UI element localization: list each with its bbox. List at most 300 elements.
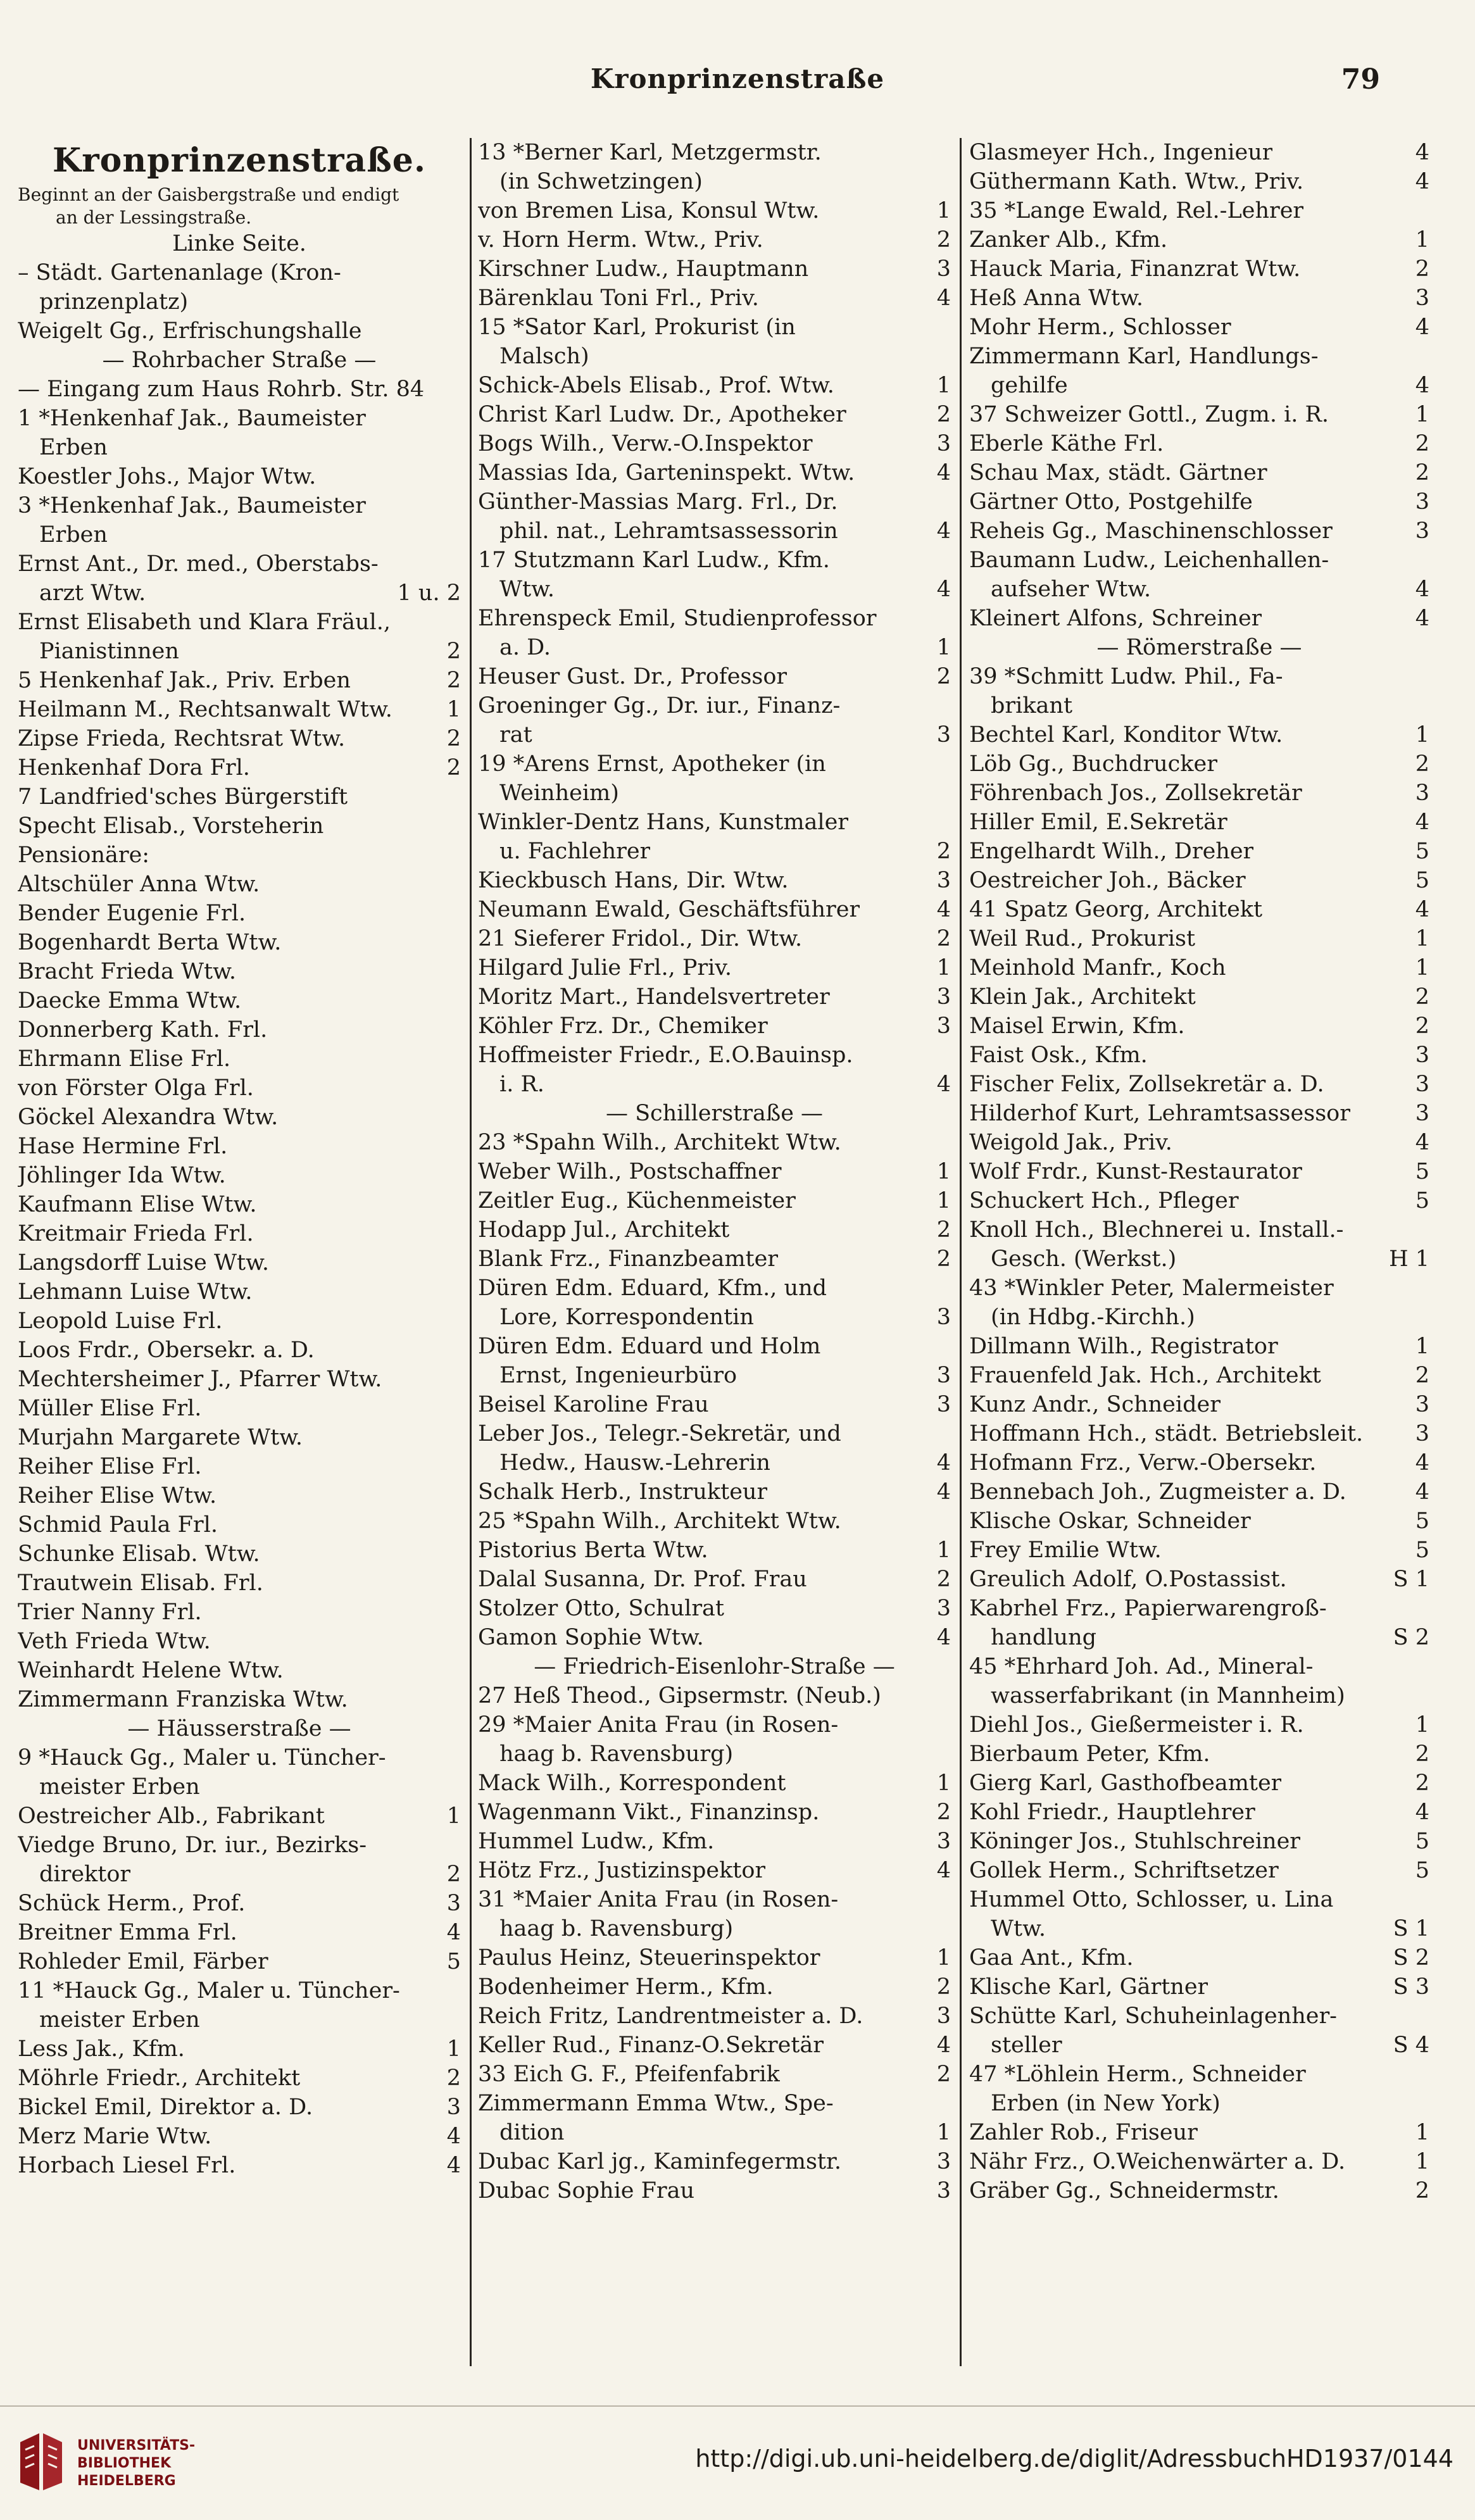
floor-number: 5 — [1415, 868, 1429, 893]
entry-text: Nähr Frz., O.Weichenwärter a. D. — [969, 2149, 1346, 2174]
entry-text: Hummel Otto, Schlosser, u. Lina — [969, 1887, 1334, 1912]
directory-entry — [969, 1274, 1429, 1303]
floor-number: 2 — [936, 227, 951, 253]
directory-entry — [969, 342, 1429, 371]
directory-entry — [18, 1161, 461, 1190]
directory-entry — [969, 2118, 1429, 2147]
directory-entry — [969, 749, 1429, 779]
directory-entry — [478, 1332, 951, 1361]
directory-entry — [969, 1157, 1429, 1186]
entry-text: Koestler Johs., Major Wtw. — [18, 464, 317, 489]
entry-text: Paulus Heinz, Steuerinspektor — [478, 1945, 820, 1971]
entry-text: 5 Henkenhaf Jak., Priv. Erben — [18, 668, 351, 693]
entry-text: aufseher Wtw. — [991, 577, 1152, 602]
entry-text: Keller Rud., Finanz-O.Sekretär — [478, 2033, 824, 2058]
entry-text: Knoll Hch., Blechnerei u. Install.- — [969, 1217, 1344, 1243]
directory-entry — [969, 167, 1429, 196]
entry-text: 3 *Henkenhaf Jak., Baumeister — [18, 493, 366, 518]
floor-number: 5 — [1415, 1858, 1429, 1883]
floor-number: 4 — [1415, 606, 1429, 631]
entry-text: Pensionäre: — [18, 843, 150, 868]
footer-rule — [0, 2405, 1475, 2407]
entry-text: Bechtel Karl, Konditor Wtw. — [969, 722, 1283, 748]
floor-number: 4 — [936, 1479, 951, 1505]
directory-entry — [969, 953, 1429, 982]
entry-text: Maisel Erwin, Kfm. — [969, 1013, 1185, 1039]
entry-text: Zimmermann Franziska Wtw. — [18, 1687, 348, 1712]
directory-entry — [969, 924, 1429, 953]
directory-entry — [478, 342, 951, 371]
directory-entry — [18, 520, 461, 549]
entry-text: Altschüler Anna Wtw. — [18, 872, 260, 897]
entry-text: — Römerstraße — — [1096, 635, 1302, 660]
directory-entry — [969, 1827, 1429, 1856]
floor-number: 2 — [1415, 751, 1429, 777]
entry-text: Ernst Elisabeth und Klara Fräul., — [18, 610, 391, 635]
entry-text: Beisel Karoline Frau — [478, 1392, 709, 1417]
directory-entry — [18, 2034, 461, 2064]
directory-entry — [18, 1860, 461, 1889]
entry-text: Hofmann Frz., Verw.-Obersekr. — [969, 1450, 1317, 1476]
directory-entry — [969, 1856, 1429, 1885]
directory-entry — [18, 986, 461, 1015]
floor-number: 1 — [1415, 402, 1429, 427]
directory-entry — [969, 1390, 1429, 1419]
directory-entry — [969, 575, 1429, 604]
entry-text: 39 *Schmitt Ludw. Phil., Fa- — [969, 664, 1283, 689]
floor-number: 2 — [936, 402, 951, 427]
page-header — [0, 63, 1475, 108]
floor-number: 1 — [936, 1188, 951, 1213]
directory-entry — [969, 662, 1429, 691]
logo-line-1: UNIVERSITÄTS- — [77, 2438, 196, 2454]
floor-number: 2 — [1415, 460, 1429, 486]
directory-entry — [478, 1798, 951, 1827]
directory-entry — [18, 2064, 461, 2093]
entry-text: Zahler Rob., Friseur — [969, 2120, 1198, 2145]
directory-entry — [478, 633, 951, 662]
floor-number: 1 — [446, 697, 461, 722]
directory-entry — [18, 724, 461, 753]
library-logo[interactable] — [14, 2429, 204, 2499]
floor-number: 3 — [936, 1013, 951, 1039]
directory-entry — [18, 1539, 461, 1569]
directory-entry — [969, 1623, 1429, 1652]
entry-text: Zimmermann Emma Wtw., Spe- — [478, 2091, 834, 2116]
directory-entry — [18, 287, 461, 317]
floor-number: 4 — [936, 1072, 951, 1097]
entry-text: Massias Ida, Garteninspekt. Wtw. — [478, 460, 855, 486]
directory-entry — [969, 1041, 1429, 1070]
directory-entry — [478, 720, 951, 749]
directory-entry — [969, 1536, 1429, 1565]
entry-text: Köninger Jos., Stuhlschreiner — [969, 1829, 1301, 1854]
entry-text: Lehmann Luise Wtw. — [18, 1279, 253, 1305]
source-url-link[interactable]: http://digi.ub.uni-heidelberg.de/diglit/AdressbuchHD1937/0144 — [695, 2445, 1453, 2473]
entry-text: 1 *Henkenhaf Jak., Baumeister — [18, 406, 366, 431]
floor-number: 3 — [446, 1891, 461, 1916]
floor-number: 4 — [936, 1450, 951, 1476]
entry-text: Linke Seite. — [172, 231, 306, 256]
directory-entry — [478, 953, 951, 982]
directory-entry — [478, 313, 951, 342]
floor-number: 2 — [1415, 1013, 1429, 1039]
entry-text: Kronprinzenstraße. — [53, 141, 426, 180]
entry-text: Horbach Liesel Frl. — [18, 2153, 236, 2178]
directory-entry — [969, 1565, 1429, 1594]
floor-number: 1 — [936, 2120, 951, 2145]
floor-number: 5 — [446, 1949, 461, 1974]
directory-entry — [478, 895, 951, 924]
directory-entry — [18, 491, 461, 520]
entry-text: an der Lessingstraße. — [56, 207, 252, 228]
directory-entry — [18, 1743, 461, 1772]
directory-entry — [18, 666, 461, 695]
directory-entry — [18, 782, 461, 812]
entry-text: Heß Anna Wtw. — [969, 285, 1144, 311]
directory-entry — [18, 899, 461, 928]
entry-text: 31 *Maier Anita Frau (in Rosen- — [478, 1887, 839, 1912]
entry-text: meister Erben — [39, 2007, 200, 2033]
directory-entry — [969, 487, 1429, 517]
entry-text: rat — [499, 722, 532, 748]
entry-text: Malsch) — [499, 344, 589, 369]
directory-entry — [18, 1277, 461, 1307]
directory-entry — [969, 429, 1429, 458]
entry-text: 27 Heß Theod., Gipsermstr. (Neub.) — [478, 1683, 881, 1708]
directory-entry — [969, 1972, 1429, 2002]
directory-entry — [969, 720, 1429, 749]
entry-text: Bogs Wilh., Verw.-O.Inspektor — [478, 431, 813, 456]
entry-text: Mohr Herm., Schlosser — [969, 315, 1231, 340]
entry-text: Engelhardt Wilh., Dreher — [969, 839, 1254, 864]
column-left — [18, 138, 461, 2366]
directory-entry — [478, 2118, 951, 2147]
floor-number: 1 — [936, 1771, 951, 1796]
floor-number: 1 — [936, 1159, 951, 1184]
entry-text: 45 *Ehrhard Joh. Ad., Mineral- — [969, 1654, 1314, 1679]
entry-text: 9 *Hauck Gg., Maler u. Tüncher- — [18, 1745, 386, 1771]
entry-text: Greulich Adolf, O.Postassist. — [969, 1567, 1287, 1592]
entry-text: prinzenplatz) — [39, 289, 189, 315]
directory-entry — [478, 982, 951, 1012]
directory-entry — [478, 1972, 951, 2002]
entry-text: gehilfe — [991, 373, 1068, 398]
directory-entry — [969, 1740, 1429, 1769]
entry-text: Mack Wilh., Korrespondent — [478, 1771, 786, 1796]
directory-entry — [478, 1681, 951, 1710]
directory-entry — [969, 2060, 1429, 2089]
directory-entry — [18, 1772, 461, 1802]
floor-number: 2 — [1415, 431, 1429, 456]
directory-entry — [969, 1070, 1429, 1099]
entry-text: Less Jak., Kfm. — [18, 2036, 185, 2062]
floor-number: S 2 — [1393, 1945, 1429, 1971]
floor-number: 1 — [1415, 1334, 1429, 1359]
floor-number: 4 — [446, 2153, 461, 2178]
entry-text: Erben — [39, 435, 108, 460]
entry-text: 23 *Spahn Wilh., Architekt Wtw. — [478, 1130, 841, 1155]
directory-entry — [478, 487, 951, 517]
floor-number: 1 — [1415, 1712, 1429, 1738]
entry-text: Güthermann Kath. Wtw., Priv. — [969, 169, 1304, 194]
directory-entry — [478, 2147, 951, 2176]
logo-line-2: BIBLIOTHEK — [77, 2455, 172, 2471]
floor-number: 2 — [936, 926, 951, 951]
directory-entry — [478, 1070, 951, 1099]
directory-entry — [969, 1594, 1429, 1623]
directory-entry — [969, 1244, 1429, 1274]
directory-entry — [969, 196, 1429, 225]
directory-entry — [18, 637, 461, 666]
directory-entry — [18, 1307, 461, 1336]
directory-entry — [478, 2176, 951, 2205]
directory-entry — [18, 2122, 461, 2151]
floor-number: 2 — [446, 755, 461, 780]
entry-text: Hilgard Julie Frl., Priv. — [478, 955, 732, 981]
directory-entry — [18, 1831, 461, 1860]
entry-text: Gesch. (Werkst.) — [991, 1246, 1177, 1272]
directory-entry — [18, 1685, 461, 1714]
floor-number: 3 — [1415, 285, 1429, 311]
directory-entry — [478, 458, 951, 487]
floor-number: H 1 — [1389, 1246, 1429, 1272]
entry-text: 37 Schweizer Gottl., Zugm. i. R. — [969, 402, 1329, 427]
directory-entry — [18, 1015, 461, 1044]
entry-text: Specht Elisab., Vorsteherin — [18, 813, 324, 839]
floor-number: 1 — [936, 198, 951, 223]
directory-entry — [478, 429, 951, 458]
entry-text: Gärtner Otto, Postgehilfe — [969, 489, 1253, 515]
entry-text: von Bremen Lisa, Konsul Wtw. — [478, 198, 820, 223]
directory-entry — [478, 2002, 951, 2031]
floor-number: 2 — [936, 2062, 951, 2087]
entry-text: Kreitmair Frieda Frl. — [18, 1221, 254, 1246]
entry-text: Weigold Jak., Priv. — [969, 1130, 1172, 1155]
floor-number: 3 — [446, 2095, 461, 2120]
entry-text: 21 Sieferer Fridol., Dir. Wtw. — [478, 926, 803, 951]
directory-entry — [18, 1423, 461, 1452]
entry-text: Zimmermann Karl, Handlungs- — [969, 344, 1319, 369]
entry-text: 47 *Löhlein Herm., Schneider — [969, 2062, 1306, 2087]
entry-text: Frauenfeld Jak. Hch., Architekt — [969, 1363, 1321, 1388]
directory-entry — [18, 1976, 461, 2005]
page-number: 79 — [1341, 63, 1380, 96]
floor-number: 4 — [1415, 140, 1429, 165]
directory-entry — [478, 167, 951, 196]
directory-entry — [478, 924, 951, 953]
directory-entry — [478, 1390, 951, 1419]
floor-number: 4 — [1415, 1479, 1429, 1505]
directory-entry — [18, 608, 461, 637]
floor-number: S 3 — [1393, 1974, 1429, 2000]
entry-text: Daecke Emma Wtw. — [18, 988, 242, 1013]
entry-text: Hummel Ludw., Kfm. — [478, 1829, 715, 1854]
directory-entry — [18, 1132, 461, 1161]
directory-entry — [478, 2031, 951, 2060]
entry-text: Viedge Bruno, Dr. iur., Bezirks- — [18, 1833, 367, 1858]
floor-number: 3 — [1415, 780, 1429, 806]
floor-number: 2 — [936, 839, 951, 864]
entry-text: Merz Marie Wtw. — [18, 2124, 212, 2149]
directory-entry — [18, 1510, 461, 1539]
entry-text: Winkler-Dentz Hans, Kunstmaler — [478, 810, 849, 835]
entry-text: Hase Hermine Frl. — [18, 1134, 228, 1159]
directory-entry — [18, 1190, 461, 1219]
entry-text: steller — [991, 2033, 1062, 2058]
floor-number: 4 — [446, 2124, 461, 2149]
floor-number: 1 — [936, 1945, 951, 1971]
entry-text: Föhrenbach Jos., Zollsekretär — [969, 780, 1302, 806]
directory-entry — [969, 2089, 1429, 2118]
directory-entry — [478, 1507, 951, 1536]
entry-text: Hilderhof Kurt, Lehramtsassessor — [969, 1101, 1350, 1126]
directory-entry — [478, 1448, 951, 1477]
entry-text: — Schillerstraße — — [605, 1101, 824, 1126]
directory-entry — [969, 1477, 1429, 1507]
entry-text: 7 Landfried'sches Bürgerstift — [18, 784, 348, 810]
floor-number: 2 — [446, 726, 461, 751]
directory-entry — [969, 1652, 1429, 1681]
entry-text: Jöhlinger Ida Wtw. — [18, 1163, 226, 1188]
floor-number: 3 — [936, 1305, 951, 1330]
directory-entry — [478, 400, 951, 429]
entry-text: Wtw. — [499, 577, 555, 602]
entry-text: Erben (in New York) — [991, 2091, 1221, 2116]
floor-number: 1 — [1415, 2149, 1429, 2174]
directory-entry — [18, 841, 461, 870]
entry-text: brikant — [991, 693, 1073, 718]
directory-entry — [478, 1594, 951, 1623]
entry-text: Frey Emilie Wtw. — [969, 1538, 1162, 1563]
entry-text: — Eingang zum Haus Rohrb. Str. 84 — [18, 377, 425, 402]
directory-entry — [969, 866, 1429, 895]
entry-text: — Friedrich-Eisenlohr-Straße — — [534, 1654, 895, 1679]
directory-entry — [18, 1802, 461, 1831]
entry-text: Kabrhel Frz., Papierwarengroß- — [969, 1596, 1327, 1621]
entry-text: 35 *Lange Ewald, Rel.-Lehrer — [969, 198, 1304, 223]
entry-text: haag b. Ravensburg) — [499, 1916, 734, 1941]
entry-text: Schütte Karl, Schuheinlagenher- — [969, 2003, 1338, 2029]
directory-entry — [18, 317, 461, 346]
directory-entry — [969, 982, 1429, 1012]
entry-text: Kaufmann Elise Wtw. — [18, 1192, 257, 1217]
entry-text: Müller Elise Frl. — [18, 1396, 202, 1421]
floor-number: 1 — [446, 2036, 461, 2062]
section-divider — [18, 1714, 461, 1743]
entry-text: Bogenhardt Berta Wtw. — [18, 930, 282, 955]
entry-text: Fischer Felix, Zollsekretär a. D. — [969, 1072, 1324, 1097]
directory-entry — [18, 549, 461, 579]
floor-number: 1 — [1415, 2120, 1429, 2145]
section-divider — [478, 1652, 951, 1681]
entry-text: Bracht Frieda Wtw. — [18, 959, 236, 984]
floor-number: 1 — [936, 373, 951, 398]
directory-entry — [18, 1044, 461, 1074]
entry-text: Hodapp Jul., Architekt — [478, 1217, 730, 1243]
entry-text: Kohl Friedr., Hauptlehrer — [969, 1800, 1255, 1825]
entry-text: Leber Jos., Telegr.-Sekretär, und — [478, 1421, 841, 1446]
entry-text: wasserfabrikant (in Mannheim) — [991, 1683, 1345, 1708]
directory-entry — [18, 579, 461, 608]
directory-entry — [478, 866, 951, 895]
directory-entry — [478, 1361, 951, 1390]
floor-number: 2 — [1415, 1771, 1429, 1796]
entry-text: Murjahn Margarete Wtw. — [18, 1425, 303, 1450]
floor-number: 1 — [446, 1803, 461, 1829]
entry-text: i. R. — [499, 1072, 544, 1097]
directory-entry — [478, 1215, 951, 1244]
entry-text: Lore, Korrespondentin — [499, 1305, 754, 1330]
directory-entry — [478, 808, 951, 837]
directory-entry — [478, 691, 951, 720]
directory-entry — [18, 1394, 461, 1423]
directory-entry — [969, 2147, 1429, 2176]
entry-text: Ernst, Ingenieurbüro — [499, 1363, 738, 1388]
directory-entry — [478, 837, 951, 866]
directory-entry — [478, 1477, 951, 1507]
floor-number: 3 — [936, 2178, 951, 2203]
floor-number: 3 — [936, 1363, 951, 1388]
directory-entry — [18, 2151, 461, 2180]
floor-number: 3 — [936, 2003, 951, 2029]
floor-number: 4 — [446, 1920, 461, 1945]
entry-text: Schick-Abels Elisab., Prof. Wtw. — [478, 373, 834, 398]
directory-entry — [18, 1947, 461, 1976]
entry-text: Mechtersheimer J., Pfarrer Wtw. — [18, 1367, 382, 1392]
directory-entry — [969, 1448, 1429, 1477]
entry-text: (in Schwetzingen) — [499, 169, 703, 194]
entry-text: arzt Wtw. — [39, 580, 146, 606]
entry-text: — Häusserstraße — — [127, 1716, 351, 1741]
floor-number: S 1 — [1393, 1916, 1429, 1941]
entry-text: Zanker Alb., Kfm. — [969, 227, 1168, 253]
entry-text: Köhler Frz. Dr., Chemiker — [478, 1013, 768, 1039]
floor-number: 4 — [936, 897, 951, 922]
floor-number: 3 — [936, 722, 951, 748]
library-seal-icon — [14, 2429, 68, 2497]
entry-text: Heuser Gust. Dr., Professor — [478, 664, 788, 689]
entry-text: Gierg Karl, Gasthofbeamter — [969, 1771, 1282, 1796]
floor-number: 2 — [936, 1567, 951, 1592]
entry-text: Bickel Emil, Direktor a. D. — [18, 2095, 313, 2120]
directory-entry — [18, 695, 461, 724]
directory-entry — [478, 1856, 951, 1885]
floor-number: 1 — [936, 1538, 951, 1563]
entry-text: Dubac Sophie Frau — [478, 2178, 695, 2203]
entry-text: Henkenhaf Dora Frl. — [18, 755, 250, 780]
directory-entry — [969, 1681, 1429, 1710]
entry-text: u. Fachlehrer — [499, 839, 651, 864]
floor-number: 1 — [1415, 926, 1429, 951]
entry-text: 15 *Sator Karl, Prokurist (in — [478, 315, 796, 340]
directory-entry — [18, 1889, 461, 1918]
directory-entry — [478, 1536, 951, 1565]
entry-text: Ehrmann Elise Frl. — [18, 1046, 231, 1072]
floor-number: 2 — [936, 1974, 951, 2000]
entry-text: Kleinert Alfons, Schreiner — [969, 606, 1262, 631]
entry-text: Schunke Elisab. Wtw. — [18, 1541, 260, 1567]
entry-text: Erben — [39, 522, 108, 548]
directory-entry — [478, 284, 951, 313]
floor-number: 1 — [1415, 955, 1429, 981]
entry-text: Leopold Luise Frl. — [18, 1308, 223, 1334]
floor-number: S 4 — [1393, 2033, 1429, 2058]
entry-text: v. Horn Herm. Wtw., Priv. — [478, 227, 763, 253]
floor-number: 4 — [936, 577, 951, 602]
entry-text: Kirschner Ludw., Hauptmann — [478, 256, 809, 282]
directory-entry — [478, 1012, 951, 1041]
